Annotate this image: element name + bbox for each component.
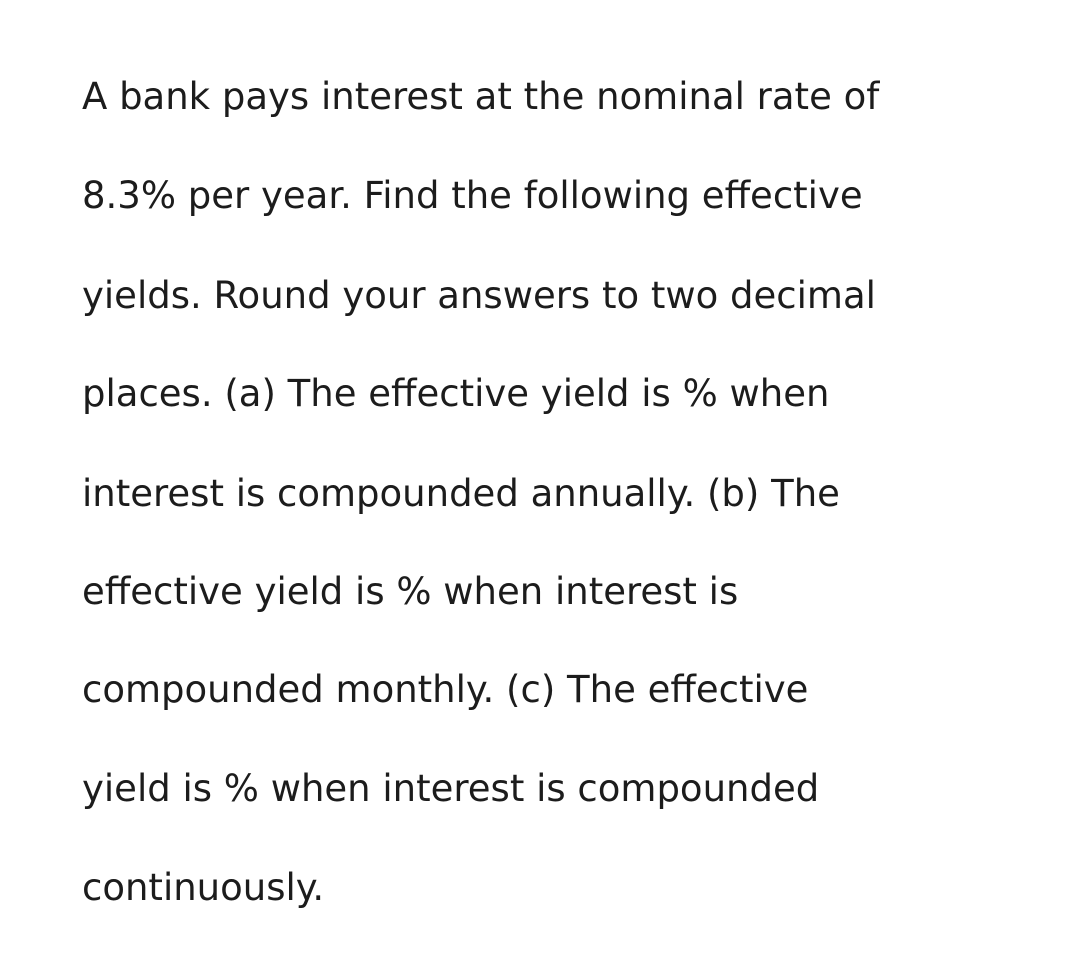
- problem-line-8: yield is % when interest is compounded: [82, 767, 820, 810]
- problem-line-4: places. (a) The effective yield is % when: [82, 372, 830, 415]
- problem-line-2: 8.3% per year. Find the following effective: [82, 174, 863, 217]
- problem-line-3: yields. Round your answers to two decimal: [82, 274, 876, 317]
- problem-line-5: interest is compounded annually. (b) The: [82, 472, 840, 515]
- problem-line-1: A bank pays interest at the nominal rate of: [82, 75, 880, 118]
- problem-line-7: compounded monthly. (c) The effective: [82, 668, 809, 711]
- problem-line-6: effective yield is % when interest is: [82, 570, 739, 613]
- problem-line-9: continuously.: [82, 866, 325, 909]
